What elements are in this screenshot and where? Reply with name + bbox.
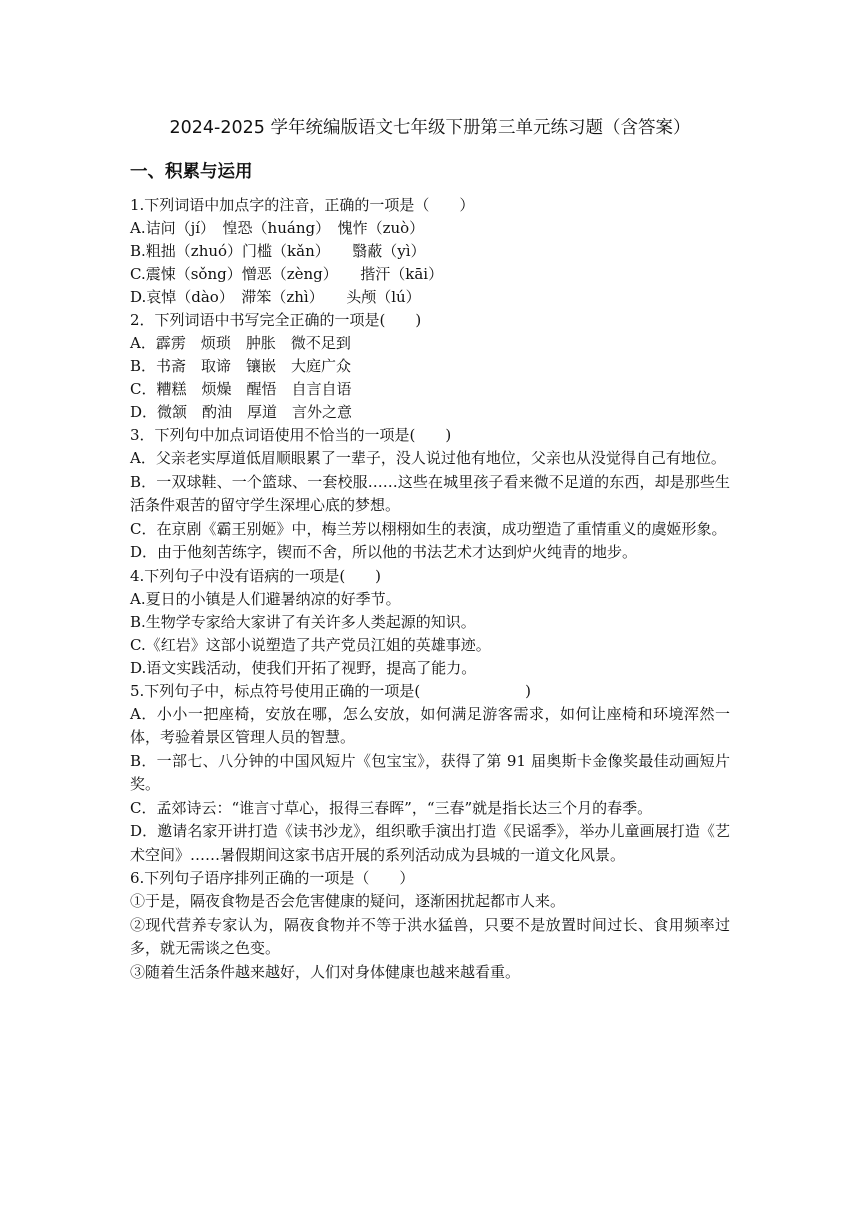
question-6-stem: 6.下列句子语序排列正确的一项是（ ） (130, 869, 415, 887)
question-4-option-d: D.语文实践活动，使我们开拓了视野，提高了能力。 (130, 658, 477, 677)
question-4-option-a: A.夏日的小镇是人们避暑纳凉的好季节。 (130, 589, 401, 608)
question-4-option-b: B.生物学专家给大家讲了有关许多人类起源的知识。 (130, 612, 476, 631)
question-1-option-c: C.震悚（sǒng）憎恶（zèng） 揩汗（kāi） (130, 265, 444, 283)
question-2-stem: 2．下列词语中书写完全正确的一项是( ) (130, 311, 422, 329)
question-3-option-a: A．父亲老实厚道低眉顺眼累了一辈子，没人说过他有地位，父亲也从没觉得自己有地位。 (130, 449, 726, 467)
question-5-option-a: A．小小一把座椅，安放在哪，怎么安放，如何满足游客需求，如何让座椅和环境浑然一体，考验着景区管理人员的智慧。 (130, 704, 730, 746)
question-1-stem: 1.下列词语中加点字的注音，正确的一项是（ ） (130, 196, 475, 214)
question-2-option-a: A．霹雳 烦琐 肿胀 微不足到 (130, 334, 351, 352)
question-3-stem: 3．下列句中加点词语使用不恰当的一项是( ) (130, 426, 452, 444)
question-4-stem: 4.下列句子中没有语病的一项是( ) (130, 566, 382, 585)
question-5-option-c: C．孟郊诗云：“谁言寸草心，报得三春晖”，“三春”就是指长达三个月的春季。 (130, 798, 653, 817)
question-5-option-b: B．一部七、八分钟的中国风短片《包宝宝》，获得了第 91 届奥斯卡金像奖最佳动画短片奖。 (130, 751, 730, 793)
question-1-option-b: B.粗拙（zhuó）门槛（kǎn） 翳蔽（yì） (130, 242, 426, 260)
document-title: 2024-2025 学年统编版语文七年级下册第三单元练习题（含答案） (169, 118, 691, 138)
section-heading: 一、积累与运用 (130, 162, 253, 182)
question-4-option-c: C.《红岩》这部小说塑造了共产党员江姐的英雄事迹。 (130, 635, 491, 654)
question-5-option-d: D．邀请名家开讲打造《读书沙龙》，组织歌手演出打造《民谣季》，举办儿童画展打造《艺术空间》……暑假期间这家书店开展的系列活动成为县城的一道文化风景。 (130, 822, 730, 864)
question-6-sentence-2: ②现代营养专家认为，隔夜食物并不等于洪水猛兽，只要不是放置时间过长、食用频率过多，就无需谈之色变。 (130, 915, 730, 957)
question-list (130, 194, 730, 984)
question-6-sentence-1: ①于是，隔夜食物是否会危害健康的疑问，逐渐困扰起都市人来。 (130, 892, 566, 910)
question-1-option-d: D.哀悼（dào） 滞笨（zhì） 头颅（lú） (130, 288, 421, 306)
question-1-option-a: A.诘问（jí） 惶恐（huáng） 愧怍（zuò） (130, 219, 425, 237)
question-2-option-c: C．糟糕 烦燥 醒悟 自言自语 (130, 380, 352, 398)
question-5-stem: 5.下列句子中，标点符号使用正确的一项是( ) (130, 681, 532, 700)
question-3-option-b: B．一双球鞋、一个篮球、一套校服……这些在城里孩子看来微不足道的东西，却是那些生活条件艰苦的留守学生深埋心底的梦想。 (130, 472, 730, 514)
question-3-option-d: D．由于他刻苦练字，锲而不舍，所以他的书法艺术才达到炉火纯青的地步。 (130, 543, 638, 561)
question-2-option-b: B．书斋 取谛 镶嵌 大庭广众 (130, 357, 352, 375)
question-2-option-d: D．微颔 酌油 厚道 言外之意 (130, 403, 353, 421)
question-3-option-c: C．在京剧《霸王别姬》中，梅兰芳以栩栩如生的表演，成功塑造了重情重义的虞姬形象。 (130, 519, 727, 538)
question-6-sentence-3: ③随着生活条件越来越好，人们对身体健康也越来越看重。 (130, 962, 521, 981)
